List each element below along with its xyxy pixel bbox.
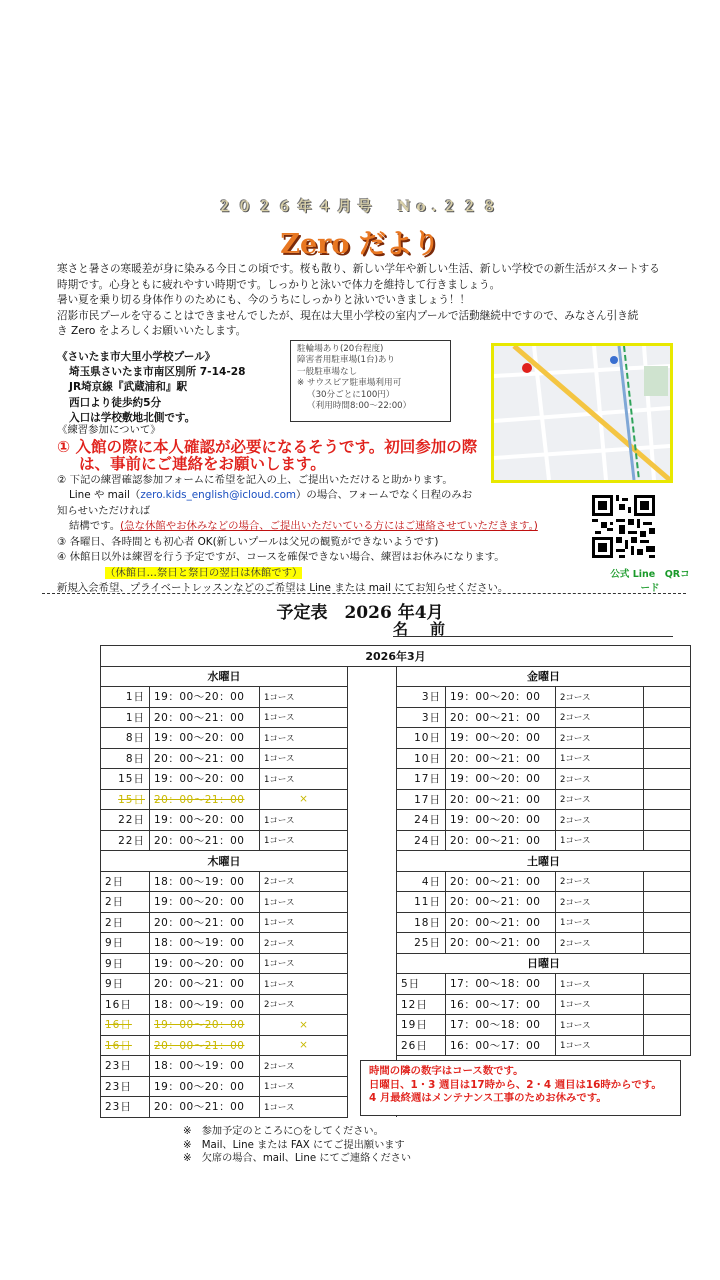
time-cell: 20：00〜21：00 — [150, 748, 260, 769]
time-cell: 19：00〜20：00 — [446, 728, 556, 749]
table-row — [101, 994, 691, 1015]
course-cell: 1コース — [556, 1035, 644, 1056]
time-cell: 20：00〜21：00 — [150, 789, 260, 810]
date-cell: 4日 — [397, 871, 446, 892]
schedule-table — [100, 645, 691, 1118]
parking-line: 一般駐車場なし — [297, 366, 358, 377]
legend-line: 4 月最終週はメンテナンス工事のためお休みです。 — [369, 1092, 607, 1104]
date-cell: 16日 — [101, 1015, 150, 1036]
column-gap — [348, 851, 397, 872]
time-cell: 16：00〜17：00 — [446, 994, 556, 1015]
legend-line: 日曜日、1・3 週目は17時から、2・4 週目は16時からです。 — [369, 1078, 662, 1091]
header-wednesday: 水曜日 — [101, 666, 348, 687]
course-cell: 2コース — [556, 810, 644, 831]
course-cell: 1コース — [260, 1076, 348, 1097]
course-cell: 1コース — [556, 748, 644, 769]
date-cell: 1日 — [101, 707, 150, 728]
intro-line: 暑い夏を乗り切る身体作りのためにも、今のうちにしっかりと泳いでいきましょう！！ — [57, 294, 471, 306]
note-3: ③ 各曜日、各時間とも初心者 OK(新しいプールは父兄の観覧ができないようです) — [57, 535, 439, 548]
table-row — [101, 892, 691, 913]
date-cell: 24日 — [397, 830, 446, 851]
note-2d — [57, 519, 637, 535]
date-cell: 17日 — [397, 769, 446, 790]
intro-line: き Zero をよろしくお願いいたします。 — [57, 325, 247, 337]
column-gap — [348, 687, 397, 708]
time-cell: 20：00〜21：00 — [446, 892, 556, 913]
email-link[interactable]: zero.kids_english@icloud.com — [140, 489, 297, 501]
date-cell: 11日 — [397, 892, 446, 913]
time-cell: 19：00〜20：00 — [150, 728, 260, 749]
time-cell: 20：00〜21：00 — [150, 974, 260, 995]
course-cell: 1コース — [260, 707, 348, 728]
attendance-mark-cell[interactable] — [644, 748, 691, 769]
time-cell: 18：00〜19：00 — [150, 994, 260, 1015]
attendance-mark-cell[interactable] — [644, 810, 691, 831]
time-cell: 20：00〜21：00 — [446, 748, 556, 769]
table-row — [101, 830, 691, 851]
practice-notes — [57, 423, 637, 597]
header-sunday: 日曜日 — [397, 953, 691, 974]
date-cell: 16日 — [101, 994, 150, 1015]
cancelled-mark: × — [260, 1035, 348, 1056]
note-2b-pre: Line や mail（ — [69, 489, 141, 501]
column-gap — [348, 994, 397, 1015]
date-cell: 2日 — [101, 912, 150, 933]
time-cell: 19：00〜20：00 — [150, 810, 260, 831]
date-cell: 10日 — [397, 728, 446, 749]
newsletter-title: Zero だより — [280, 229, 440, 260]
date-cell: 15日 — [101, 789, 150, 810]
note-2d-red: (急な休館やお休みなどの場合、ご提出いただいている方にはご連絡させていただきます。) — [120, 520, 538, 532]
column-gap — [348, 830, 397, 851]
attendance-mark-cell[interactable] — [644, 687, 691, 708]
line-qr-code[interactable] — [592, 495, 655, 558]
date-cell: 23日 — [101, 1076, 150, 1097]
note-2d-pre: 結構です。 — [69, 520, 121, 532]
time-cell: 20：00〜21：00 — [446, 830, 556, 851]
note-1a: ① 入館の際に本人確認が必要になるそうです。初回参加の際 — [57, 437, 478, 456]
course-cell: 1コース — [260, 830, 348, 851]
date-cell: 9日 — [101, 974, 150, 995]
date-cell: 10日 — [397, 748, 446, 769]
intro-line: 沼影市民プールを守ることはできませんでしたが、現在は大里小学校の室内プールで活動継続中ですので、みなさん引き続 — [57, 309, 639, 322]
course-cell: 1コース — [260, 1097, 348, 1118]
course-cell: 2コース — [556, 871, 644, 892]
date-cell: 19日 — [397, 1015, 446, 1036]
column-gap — [348, 871, 397, 892]
column-gap — [348, 933, 397, 954]
table-row — [101, 748, 691, 769]
course-legend-box — [360, 1060, 681, 1116]
table-row — [101, 933, 691, 954]
parking-line: 駐輪場あり(20台程度) — [297, 344, 384, 354]
course-cell: 1コース — [556, 974, 644, 995]
date-cell: 15日 — [101, 769, 150, 790]
month-row — [101, 646, 691, 667]
attendance-mark-cell[interactable] — [644, 830, 691, 851]
date-cell: 16日 — [101, 1035, 150, 1056]
attendance-mark-cell[interactable] — [644, 871, 691, 892]
column-gap — [348, 1035, 397, 1056]
cancelled-mark: × — [260, 789, 348, 810]
course-cell: 1コース — [260, 728, 348, 749]
course-cell: 2コース — [260, 933, 348, 954]
time-cell: 17：00〜18：00 — [446, 974, 556, 995]
pool-info — [57, 350, 297, 426]
attendance-mark-cell[interactable] — [644, 912, 691, 933]
attendance-mark-cell[interactable] — [644, 892, 691, 913]
time-cell: 20：00〜21：00 — [446, 933, 556, 954]
column-gap — [348, 769, 397, 790]
course-cell: 1コース — [556, 994, 644, 1015]
time-cell: 18：00〜19：00 — [150, 1056, 260, 1077]
note-2b-post: ）の場合、フォームでなく日程のみお — [296, 489, 473, 501]
time-cell: 17：00〜18：00 — [446, 1015, 556, 1036]
pool-station: JR埼京線『武蔵浦和』駅 — [69, 381, 188, 394]
attendance-mark-cell[interactable] — [644, 933, 691, 954]
pool-name: 《さいたま市大里小学校プール》 — [57, 351, 216, 363]
attendance-mark-cell[interactable] — [644, 1015, 691, 1036]
course-cell: 1コース — [556, 912, 644, 933]
closure-note: （休館日…祭日と祭日の翌日は休館です） — [105, 566, 303, 579]
time-cell: 19：00〜20：00 — [446, 810, 556, 831]
date-cell: 17日 — [397, 789, 446, 810]
table-row — [101, 953, 691, 974]
course-cell: 1コース — [260, 769, 348, 790]
course-cell: 2コース — [556, 707, 644, 728]
parking-info-box — [290, 340, 451, 422]
column-gap — [348, 1015, 397, 1036]
date-cell: 9日 — [101, 953, 150, 974]
date-cell: 18日 — [397, 912, 446, 933]
table-row — [101, 728, 691, 749]
course-cell: 2コース — [260, 871, 348, 892]
time-cell: 20：00〜21：00 — [446, 912, 556, 933]
date-cell: 8日 — [101, 748, 150, 769]
date-cell: 23日 — [101, 1056, 150, 1077]
attendance-mark-cell[interactable] — [644, 728, 691, 749]
column-gap — [348, 892, 397, 913]
attendance-mark-cell[interactable] — [644, 769, 691, 790]
course-cell: 2コース — [556, 789, 644, 810]
column-gap — [348, 912, 397, 933]
column-gap — [348, 728, 397, 749]
course-cell: 1コース — [260, 810, 348, 831]
issue-number: ２０２６年４月号 No.２２８ — [217, 199, 503, 215]
parking-line: ※ サウスピア駐車場利用可 — [297, 378, 402, 389]
intro-text — [57, 262, 687, 340]
schedule-title: 予定表 2026 年4月 — [276, 603, 444, 623]
table-row — [101, 769, 691, 790]
intro-line: 寒さと暑さの寒暖差が身に染みる今日この頃です。桜も散り、新しい学年や新しい生活、新しい学校での新生活がスタートする — [57, 263, 660, 275]
table-row — [101, 1015, 691, 1036]
course-cell: 1コース — [260, 974, 348, 995]
pool-address: 埼玉県さいたま市南区別所 7-14-28 — [69, 366, 246, 379]
day-header-row — [101, 851, 691, 872]
table-row — [101, 687, 691, 708]
note-5: 新規入会希望、プライベートレッスンなどのご希望は Line または mail にてお知らせください。 — [57, 582, 509, 594]
date-cell: 5日 — [397, 974, 446, 995]
column-gap — [348, 789, 397, 810]
attendance-mark-cell[interactable] — [644, 789, 691, 810]
footer-line: ※ Mail、Line または FAX にてご提出願います — [183, 1139, 405, 1151]
attendance-mark-cell[interactable] — [644, 707, 691, 728]
footer-notes — [183, 1125, 411, 1166]
time-cell: 20：00〜21：00 — [446, 871, 556, 892]
course-cell: 2コース — [260, 994, 348, 1015]
pool-entrance: 入口は学校敷地北側です。 — [69, 411, 196, 424]
parking-line: 障害者用駐車場(1台)あり — [297, 355, 396, 366]
cancelled-mark: × — [260, 1015, 348, 1036]
note-4: ④ 休館日以外は練習を行う予定ですが、コースを確保できない場合、練習はお休みになります。 — [57, 551, 505, 563]
date-cell: 3日 — [397, 687, 446, 708]
course-cell: 1コース — [556, 830, 644, 851]
name-write-line[interactable] — [393, 636, 673, 637]
course-cell: 1コース — [260, 892, 348, 913]
time-cell: 20：00〜21：00 — [150, 830, 260, 851]
footer-line: ※ 欠席の場合、mail、Line にてご連絡ください — [183, 1153, 412, 1164]
course-cell: 1コース — [556, 1015, 644, 1036]
qr-icon — [592, 495, 655, 558]
time-cell: 19：00〜20：00 — [150, 687, 260, 708]
note-2a: ② 下記の練習確認参加フォームに希望を記入の上、ご提出いただけると助かります。 — [57, 473, 453, 486]
course-cell: 2コース — [556, 933, 644, 954]
time-cell: 18：00〜19：00 — [150, 933, 260, 954]
time-cell: 20：00〜21：00 — [150, 912, 260, 933]
time-cell: 19：00〜20：00 — [150, 892, 260, 913]
legend-line: 時間の隣の数字はコース数です。 — [369, 1065, 524, 1077]
table-row — [101, 912, 691, 933]
date-cell: 12日 — [397, 994, 446, 1015]
table-row — [101, 1035, 691, 1056]
pool-walk: 西口より徒歩約5分 — [69, 396, 162, 409]
column-gap — [348, 748, 397, 769]
note-2c: 知らせいただければ — [57, 504, 151, 517]
attendance-mark-cell[interactable] — [644, 994, 691, 1015]
column-gap — [348, 974, 397, 995]
qr-label: 公式 Line QRコード — [610, 569, 690, 594]
time-cell: 19：00〜20：00 — [446, 769, 556, 790]
time-cell: 20：00〜21：00 — [150, 1035, 260, 1056]
date-cell: 9日 — [101, 933, 150, 954]
time-cell: 19：00〜20：00 — [150, 953, 260, 974]
time-cell: 19：00〜20：00 — [150, 769, 260, 790]
date-cell: 23日 — [101, 1097, 150, 1118]
table-row — [101, 974, 691, 995]
footer-line: ※ 参加予定のところに○をしてください。 — [183, 1126, 384, 1137]
course-cell: 1コース — [260, 953, 348, 974]
time-cell: 19：00〜20：00 — [150, 1076, 260, 1097]
date-cell: 8日 — [101, 728, 150, 749]
column-gap — [348, 666, 397, 687]
attendance-mark-cell[interactable] — [644, 1035, 691, 1056]
time-cell: 16：00〜17：00 — [446, 1035, 556, 1056]
date-cell: 3日 — [397, 707, 446, 728]
time-cell: 20：00〜21：00 — [446, 707, 556, 728]
table-row — [101, 871, 691, 892]
name-label: 名前 — [393, 620, 468, 638]
header-friday: 金曜日 — [397, 666, 691, 687]
course-cell: 2コース — [556, 728, 644, 749]
table-row — [101, 789, 691, 810]
notes-heading: 《練習参加について》 — [57, 424, 161, 436]
table-row — [101, 707, 691, 728]
header-saturday: 土曜日 — [397, 851, 691, 872]
parking-line: （利用時間8:00〜22:00） — [307, 401, 412, 412]
time-cell: 20：00〜21：00 — [150, 707, 260, 728]
month-header: 2026年3月 — [101, 646, 691, 667]
column-gap — [348, 707, 397, 728]
parking-line: （30分ごとに100円） — [307, 389, 395, 400]
section-divider — [42, 593, 686, 594]
date-cell: 25日 — [397, 933, 446, 954]
time-cell: 20：00〜21：00 — [150, 1097, 260, 1118]
time-cell: 19：00〜20：00 — [150, 1015, 260, 1036]
column-gap — [348, 953, 397, 974]
date-cell: 2日 — [101, 871, 150, 892]
note-2b — [57, 488, 637, 504]
time-cell: 20：00〜21：00 — [446, 789, 556, 810]
course-cell: 1コース — [260, 748, 348, 769]
course-cell: 2コース — [260, 1056, 348, 1077]
date-cell: 26日 — [397, 1035, 446, 1056]
intro-line: 時期です。心身ともに疲れやすい時期です。しっかりと泳いで体力を維持して行きましょう。 — [57, 278, 501, 291]
date-cell: 24日 — [397, 810, 446, 831]
header-thursday: 木曜日 — [101, 851, 348, 872]
date-cell: 22日 — [101, 810, 150, 831]
note-1b: は、事前にご連絡をお願いします。 — [79, 454, 326, 473]
course-cell: 2コース — [556, 892, 644, 913]
time-cell: 18：00〜19：00 — [150, 871, 260, 892]
column-gap — [348, 810, 397, 831]
attendance-mark-cell[interactable] — [644, 974, 691, 995]
course-cell: 1コース — [260, 687, 348, 708]
time-cell: 19：00〜20：00 — [446, 687, 556, 708]
date-cell: 1日 — [101, 687, 150, 708]
course-cell: 2コース — [556, 687, 644, 708]
course-cell: 1コース — [260, 912, 348, 933]
course-cell: 2コース — [556, 769, 644, 790]
date-cell: 2日 — [101, 892, 150, 913]
date-cell: 22日 — [101, 830, 150, 851]
day-header-row — [101, 666, 691, 687]
table-row — [101, 810, 691, 831]
